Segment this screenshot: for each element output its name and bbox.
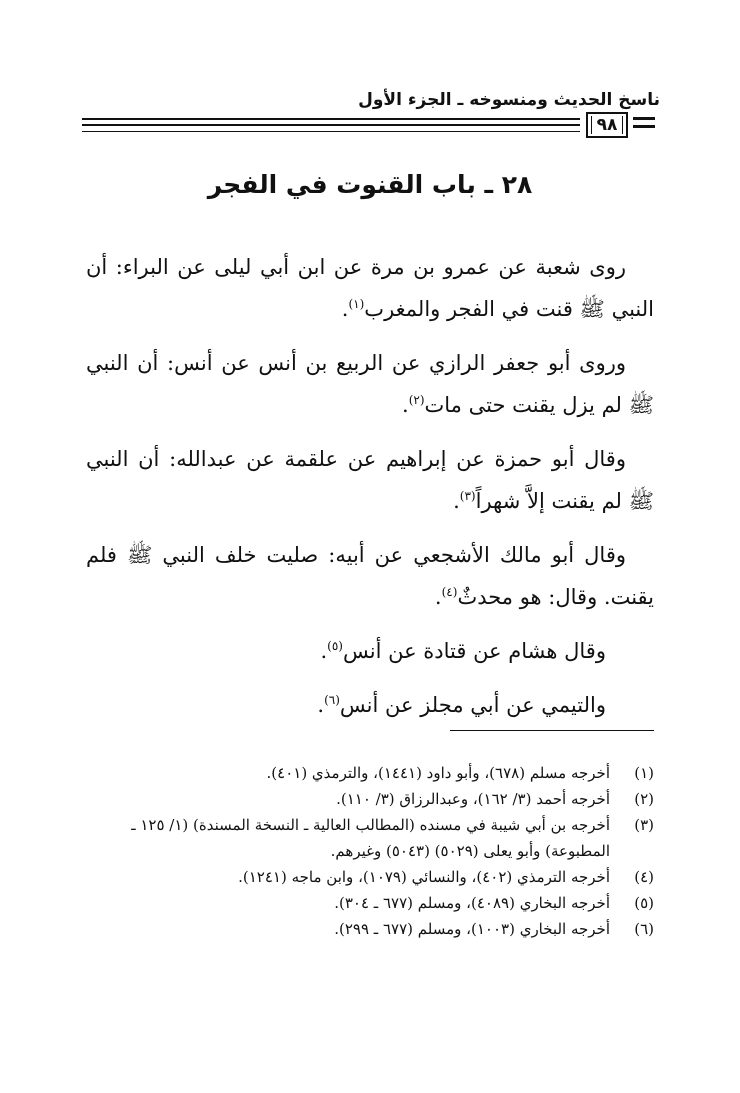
chapter-title: ٢٨ ـ باب القنوت في الفجر [207, 170, 533, 199]
paragraph-text: وروى أبو جعفر الرازي عن الربيع بن أنس عن أنس: أن النبي ﷺ لم يزل يقنت حتى مات [86, 351, 654, 417]
footnote-item [86, 890, 654, 916]
paragraph-end: . [320, 639, 328, 663]
paragraph-text: والتيمي عن أبي مجلز عن أنس [339, 693, 606, 717]
footnote-item [86, 864, 654, 890]
footnote-number: (١) [634, 764, 654, 782]
footnote-item [86, 786, 654, 812]
paragraph [86, 534, 654, 618]
paragraph [86, 438, 654, 522]
footnote-text: أخرجه البخاري (٤٠٨٩)، ومسلم (٦٧٧ ـ ٣٠٤). [334, 894, 610, 912]
footnote-item [86, 812, 654, 864]
footnote-number: (٦) [634, 920, 654, 938]
paragraph-text: وقال أبو حمزة عن إبراهيم عن علقمة عن عبدالله: أن النبي ﷺ لم يقنت إلاَّ شهراً [86, 447, 654, 513]
paragraph-end: . [317, 693, 325, 717]
footnote-text: أخرجه مسلم (٦٧٨)، وأبو داود (١٤٤١)، والترمذي (٤٠١). [266, 764, 610, 782]
footnote-number: (٤) [634, 868, 654, 886]
footnote-text: أخرجه البخاري (١٠٠٣)، ومسلم (٦٧٧ ـ ٢٩٩). [334, 920, 610, 938]
paragraph-text: روى شعبة عن عمرو بن مرة عن ابن أبي ليلى عن البراء: أن النبي ﷺ قنت في الفجر والمغرب [86, 255, 654, 321]
header-rule-top [82, 118, 580, 120]
footnote-number: (٢) [634, 790, 654, 808]
footnote-text: أخرجه الترمذي (٤٠٢)، والنسائي (١٠٧٩)، وابن ماجه (١٢٤١). [238, 868, 610, 886]
footnote-text: أخرجه أحمد (٣/ ١٦٢)، وعبدالرزاق (٣/ ١١٠). [336, 790, 610, 808]
footnote-marker[interactable]: (٥) [327, 639, 343, 653]
footnote-marker[interactable]: (٣) [459, 489, 476, 503]
footnote-marker[interactable]: (٤) [441, 585, 458, 599]
paragraph [86, 630, 654, 672]
footnote-item [86, 760, 654, 786]
footnote-divider [450, 730, 654, 731]
header-rule-middle [82, 124, 580, 126]
paragraph [86, 246, 654, 330]
page-number-rule-bottom [633, 125, 655, 128]
paragraph [86, 342, 654, 426]
header-rule-bottom [82, 131, 580, 132]
running-title: ناسخ الحديث ومنسوخه ـ الجزء الأول [358, 90, 660, 110]
paragraph-end: . [434, 585, 442, 609]
body-text [86, 246, 654, 738]
page-number: ٩٨ [586, 112, 628, 138]
paragraph-end: . [402, 393, 409, 417]
footnotes [86, 760, 654, 942]
paragraph-end: . [453, 489, 460, 513]
page-number-rule-top [633, 117, 655, 120]
footnote-text: أخرجه بن أبي شيبة في مسنده (المطالب العالية ـ النسخة المسندة) (١/ ١٢٥ ـ المطبوعة) وأبو يعلى (٥٠٢٩) (٥٠٤٣) وغيرهم. [131, 816, 610, 860]
paragraph-text: وقال أبو مالك الأشجعي عن أبيه: صليت خلف النبي ﷺ فلم يقنت. وقال: هو محدثٌ [86, 543, 654, 609]
paragraph-end: . [341, 297, 349, 321]
footnote-number: (٣) [634, 816, 654, 834]
footnote-marker[interactable]: (٦) [324, 693, 340, 707]
footnote-marker[interactable]: (١) [348, 297, 365, 311]
footnote-number: (٥) [634, 894, 654, 912]
paragraph-text: وقال هشام عن قتادة عن أنس [342, 639, 606, 663]
footnote-item [86, 916, 654, 942]
paragraph [86, 684, 654, 726]
footnote-marker[interactable]: (٢) [408, 393, 425, 407]
